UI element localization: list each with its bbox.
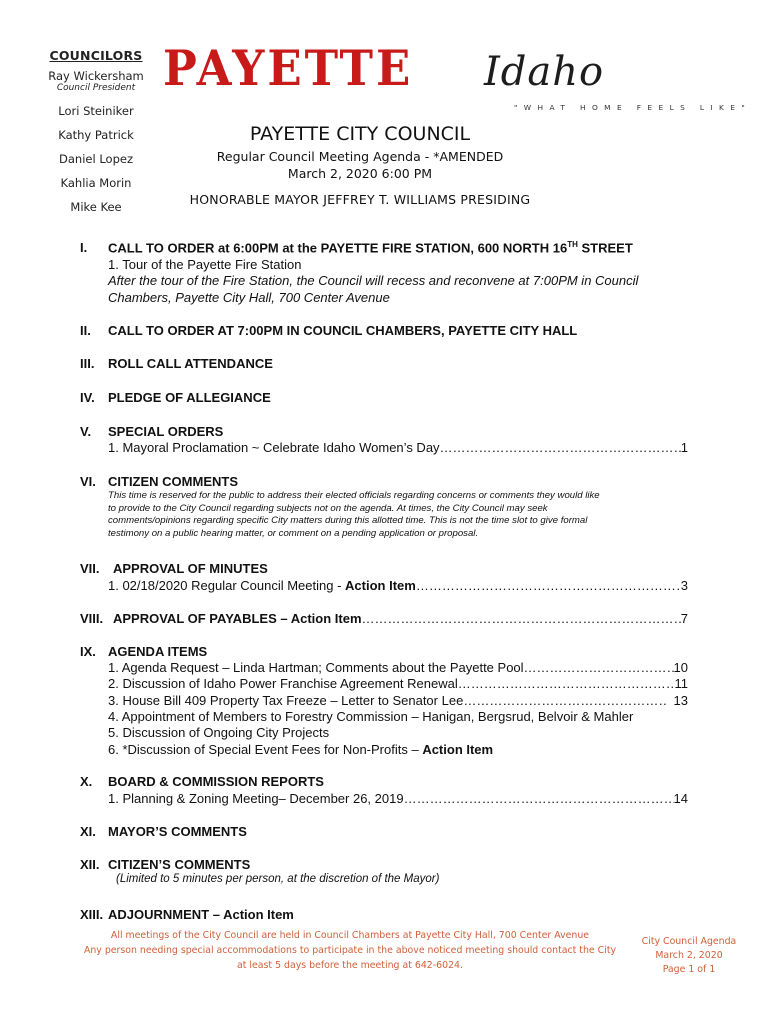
meeting-type: Regular Council Meeting Agenda - *AMENDED: [216, 149, 504, 164]
council-president-role: Council President: [56, 83, 136, 93]
section-title: ROLL CALL ATTENDANCE: [108, 356, 273, 371]
agenda-item: 4. Appointment of Members to Forestry Commission – Hanigan, Bergsrud, Belvoir & Mahler: [108, 709, 634, 724]
agenda-item: 5. Discussion of Ongoing City Projects: [108, 725, 330, 740]
agenda-item: 1. Tour of the Payette Fire Station: [108, 257, 302, 272]
agenda-note: Chambers, Payette City Hall, 700 Center Avenue: [108, 290, 390, 305]
section-number: IV.: [80, 390, 95, 405]
section-number: VI.: [80, 474, 96, 489]
section-number: V.: [80, 424, 92, 439]
idaho-script-logo: Idaho: [484, 49, 605, 95]
councilor-name: Lori Steiniker: [58, 104, 134, 118]
agenda-item: 1. Mayoral Proclamation ~ Celebrate Idaho Women’s Day ………………………………………………………………………………………………………………………… 1: [108, 440, 688, 455]
councilor-name: Daniel Lopez: [59, 152, 133, 166]
footer-page-info: City Council Agenda March 2, 2020 Page 1 of 1: [641, 936, 737, 975]
section-title: PLEDGE OF ALLEGIANCE: [108, 390, 271, 405]
payette-logo-wordmark: PAYETTE: [163, 39, 414, 97]
citizen-comments-limit: (Limited to 5 minutes per person, at the discretion of the Mayor): [116, 873, 440, 885]
section-title: CALL TO ORDER at 6:00PM at the PAYETTE FIRE STATION, 600 NORTH 16TH STREET: [108, 240, 633, 256]
section-title: ADJOURNMENT – Action Item: [108, 907, 294, 922]
meeting-date: March 2, 2020 6:00 PM: [287, 166, 433, 181]
citizen-comments-note: This time is reserved for the public to address their elected officials regarding concerns or comments they would like to provide to the City Council regarding subjects not on the agenda. At times, the City Council may seek comments/opinions regarding specific City matters during this allotted time. This is not the time slot to give formal testimony on a public hearing matter, or comment on a pending application or proposal.: [108, 490, 600, 539]
section-number: XIII.: [80, 907, 104, 922]
section-number: VII.: [80, 561, 100, 576]
page-reference: 7: [680, 611, 688, 626]
section-title: BOARD & COMMISSION REPORTS: [108, 774, 324, 789]
section-number: II.: [80, 323, 91, 338]
agenda-item: 1. Agenda Request – Linda Hartman; Comments about the Payette Pool ………………………………………………………………………………………………………………………… 10: [108, 660, 688, 675]
section-number: XI.: [80, 824, 96, 839]
section-number: III.: [80, 356, 95, 371]
page-reference: 13: [666, 693, 688, 708]
councilors-list: [30, 48, 162, 214]
councilor-name: Kathy Patrick: [58, 128, 134, 142]
agenda-item: 1. Planning & Zoning Meeting– December 26, 2019 ………………………………………………………………………………………………………………………… 14: [108, 791, 688, 806]
section-number: IX.: [80, 644, 96, 659]
section-title: CITIZEN’S COMMENTS: [108, 857, 251, 872]
agenda-item: 1. 02/18/2020 Regular Council Meeting - Action Item ………………………………………………………………………………………………………………………… 3: [108, 578, 688, 593]
agenda-note: After the tour of the Fire Station, the Council will recess and reconvene at 7:00PM in Council: [108, 273, 639, 288]
section-title: APPROVAL OF MINUTES: [113, 561, 268, 576]
agenda-item: 3. House Bill 409 Property Tax Freeze – Letter to Senator Lee ………………………………………………………………………………………………………………………… 13: [108, 693, 688, 708]
page-reference: 1: [680, 440, 688, 455]
presiding-line: HONORABLE MAYOR JEFFREY T. WILLIAMS PRESIDING: [189, 192, 531, 207]
page-reference: 14: [673, 791, 688, 806]
section-title: CITIZEN COMMENTS: [108, 474, 238, 489]
agenda-item: 6. *Discussion of Special Event Fees for Non-Profits – Action Item: [108, 742, 494, 757]
section-title: APPROVAL OF PAYABLES – Action Item ………………………………………………………………………………………………………………………… 7: [113, 611, 688, 626]
page-reference: 10: [673, 660, 688, 675]
section-number: I.: [80, 240, 88, 255]
section-title: CALL TO ORDER AT 7:00PM IN COUNCIL CHAMBERS, PAYETTE CITY HALL: [108, 323, 578, 338]
section-number: XII.: [80, 857, 100, 872]
section-title: SPECIAL ORDERS: [108, 424, 224, 439]
section-number: VIII.: [80, 611, 104, 626]
footer-notice: All meetings of the City Council are held in Council Chambers at Payette City Hall, 700 Center Avenue Any person needing special accommodations to participate in the above noticed meeting should contact the City at least 5 days before the meeting at 642-6024.: [83, 930, 617, 971]
council-president-name: Ray Wickersham: [48, 69, 144, 83]
councilor-name: Kahlia Morin: [60, 176, 132, 190]
councilor-name: Mike Kee: [70, 200, 122, 214]
councilors-heading: COUNCILORS: [49, 48, 143, 63]
agenda-item: 2. Discussion of Idaho Power Franchise Agreement Renewal ………………………………………………………………………………………………………………………… 11: [108, 676, 688, 691]
section-title: AGENDA ITEMS: [108, 644, 208, 659]
page-title: PAYETTE CITY COUNCIL: [249, 123, 471, 145]
logo-tagline: "WHAT HOME FEELS LIKE": [514, 103, 752, 112]
page-reference: 11: [674, 676, 688, 691]
page-reference: 3: [680, 578, 688, 593]
section-title: MAYOR’S COMMENTS: [108, 824, 247, 839]
section-number: X.: [80, 774, 93, 789]
